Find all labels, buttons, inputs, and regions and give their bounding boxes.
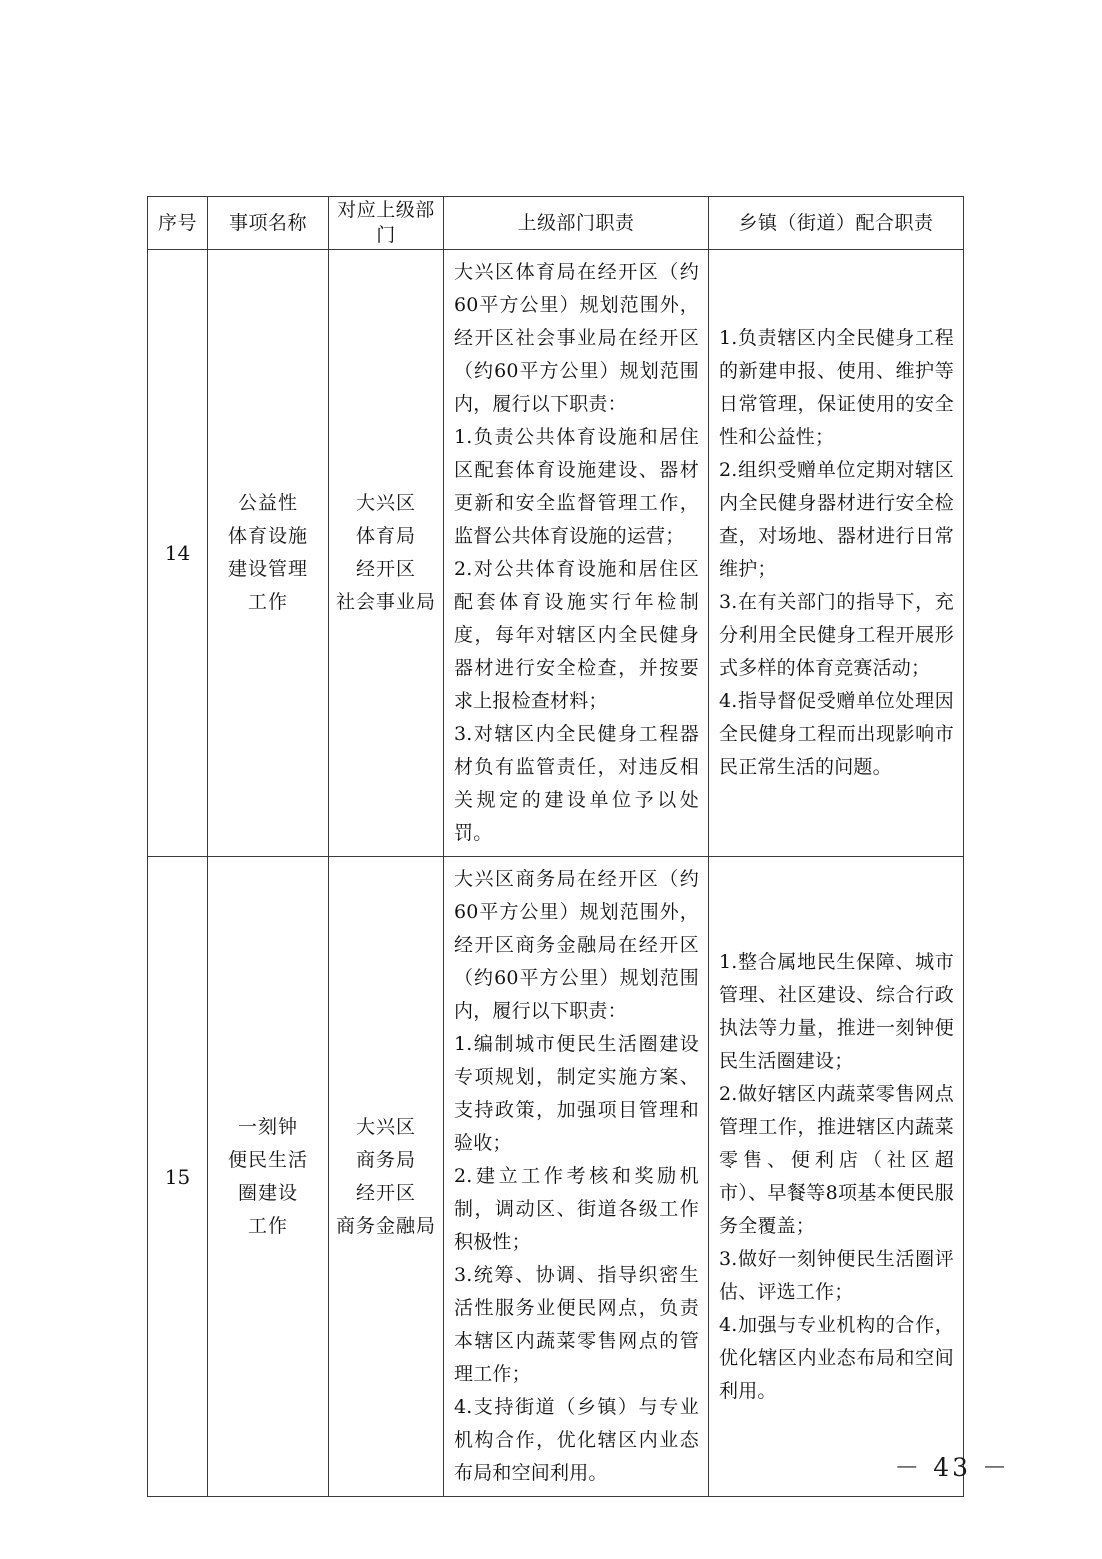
item-name-line: 工作	[247, 591, 288, 613]
row-township-duty	[709, 857, 964, 1497]
duty-paragraph: 1.负责公共体育设施和居住区配套体育设施建设、器材更新和安全监督管理工作，监督公共体育设施的运营；	[454, 426, 699, 547]
duty-paragraph: 4.指导督促受赠单位处理因全民健身工程而出现影响市民正常生活的问题。	[719, 690, 954, 778]
upper-dept-lines	[329, 1111, 443, 1243]
duty-paragraph: 1.负责辖区内全民健身工程的新建申报、使用、维护等日常管理，保证使用的安全性和公益性；	[719, 327, 954, 448]
duty-paragraph: 2.做好辖区内蔬菜零售网点管理工作，推进辖区内蔬菜零售、便利店（社区超市）、早餐等8项基本便民服务全覆盖；	[719, 1082, 954, 1237]
township-duty-text	[709, 316, 963, 790]
header-item-name: 事项名称	[208, 197, 329, 250]
page-number: － 43 －	[894, 1453, 1010, 1482]
upper-duty-text	[444, 857, 708, 1496]
item-name-line: 圈建设	[237, 1181, 298, 1204]
upper-dept-line: 商务局	[355, 1148, 416, 1171]
upper-dept-line: 社会事业局	[335, 591, 436, 613]
header-seq: 序号	[148, 197, 208, 250]
upper-dept-line: 大兴区	[355, 492, 416, 514]
row-upper-duty	[444, 250, 709, 857]
upper-dept-line: 大兴区	[355, 1115, 416, 1138]
header-township-duty: 乡镇（街道）配合职责	[709, 197, 964, 250]
item-name-lines	[208, 487, 328, 619]
item-name-lines	[208, 1111, 328, 1243]
item-name-line: 工作	[247, 1214, 288, 1237]
township-duty-text	[709, 940, 963, 1414]
table-header-row	[148, 197, 964, 250]
duty-paragraph: 2.组织受赠单位定期对辖区内全民健身器材进行安全检查，对场地、器材进行日常维护；	[719, 459, 954, 580]
duty-paragraph: 3.对辖区内全民健身工程器材负有监管责任，对违反相关规定的建设单位予以处罚。	[454, 723, 699, 844]
header-upper-dept: 对应上级部门	[329, 197, 444, 250]
table-row	[148, 857, 964, 1497]
upper-dept-line: 经开区	[355, 558, 416, 580]
row-item-name	[208, 250, 329, 857]
item-name-line: 便民生活	[227, 1148, 308, 1171]
upper-dept-line: 体育局	[355, 525, 416, 547]
upper-dept-line: 商务金融局	[335, 1214, 436, 1237]
upper-duty-text	[444, 250, 708, 856]
duty-paragraph: 3.在有关部门的指导下，充分利用全民健身工程开展形式多样的体育竞赛活动；	[719, 591, 954, 679]
responsibility-table	[147, 196, 964, 1497]
duty-paragraph: 3.做好一刻钟便民生活圈评估、评选工作；	[719, 1247, 954, 1303]
item-name-line: 公益性	[237, 492, 298, 514]
duty-paragraph: 2.对公共体育设施和居住区配套体育设施实行年检制度，每年对辖区内全民健身器材进行安全检查，并按要求上报检查材料；	[454, 558, 699, 712]
duty-paragraph: 1.编制城市便民生活圈建设专项规划，制定实施方案、支持政策，加强项目管理和验收；	[454, 1033, 699, 1154]
duty-paragraph: 2.建立工作考核和奖励机制，调动区、街道各级工作积极性；	[454, 1165, 699, 1253]
item-name-line: 体育设施	[227, 525, 308, 547]
duty-paragraph: 4.支持街道（乡镇）与专业机构合作，优化辖区内业态布局和空间利用。	[454, 1396, 699, 1484]
item-name-line: 一刻钟	[237, 1115, 298, 1138]
header-upper-duty: 上级部门职责	[444, 197, 709, 250]
duty-paragraph: 大兴区商务局在经开区（约60平方公里）规划范围外，经开区商务金融局在经开区（约60平方公里）规划范围内，履行以下职责：	[454, 868, 699, 1022]
row-upper-duty	[444, 857, 709, 1497]
row-upper-dept	[329, 250, 444, 857]
row-seq: 15	[148, 857, 208, 1497]
row-seq: 14	[148, 250, 208, 857]
duty-paragraph: 大兴区体育局在经开区（约60平方公里）规划范围外，经开区社会事业局在经开区（约60平方公里）规划范围内，履行以下职责：	[454, 261, 699, 415]
row-upper-dept	[329, 857, 444, 1497]
row-township-duty	[709, 250, 964, 857]
row-item-name	[208, 857, 329, 1497]
table-row	[148, 250, 964, 857]
duty-paragraph: 1.整合属地民生保障、城市管理、社区建设、综合行政执法等力量，推进一刻钟便民生活圈建设；	[719, 950, 954, 1072]
duty-paragraph: 3.统筹、协调、指导织密生活性服务业便民网点，负责本辖区内蔬菜零售网点的管理工作；	[454, 1264, 699, 1385]
upper-dept-lines	[329, 487, 443, 619]
duty-paragraph: 4.加强与专业机构的合作，优化辖区内业态布局和空间利用。	[719, 1313, 954, 1402]
item-name-line: 建设管理	[227, 558, 308, 580]
upper-dept-line: 经开区	[355, 1181, 416, 1204]
